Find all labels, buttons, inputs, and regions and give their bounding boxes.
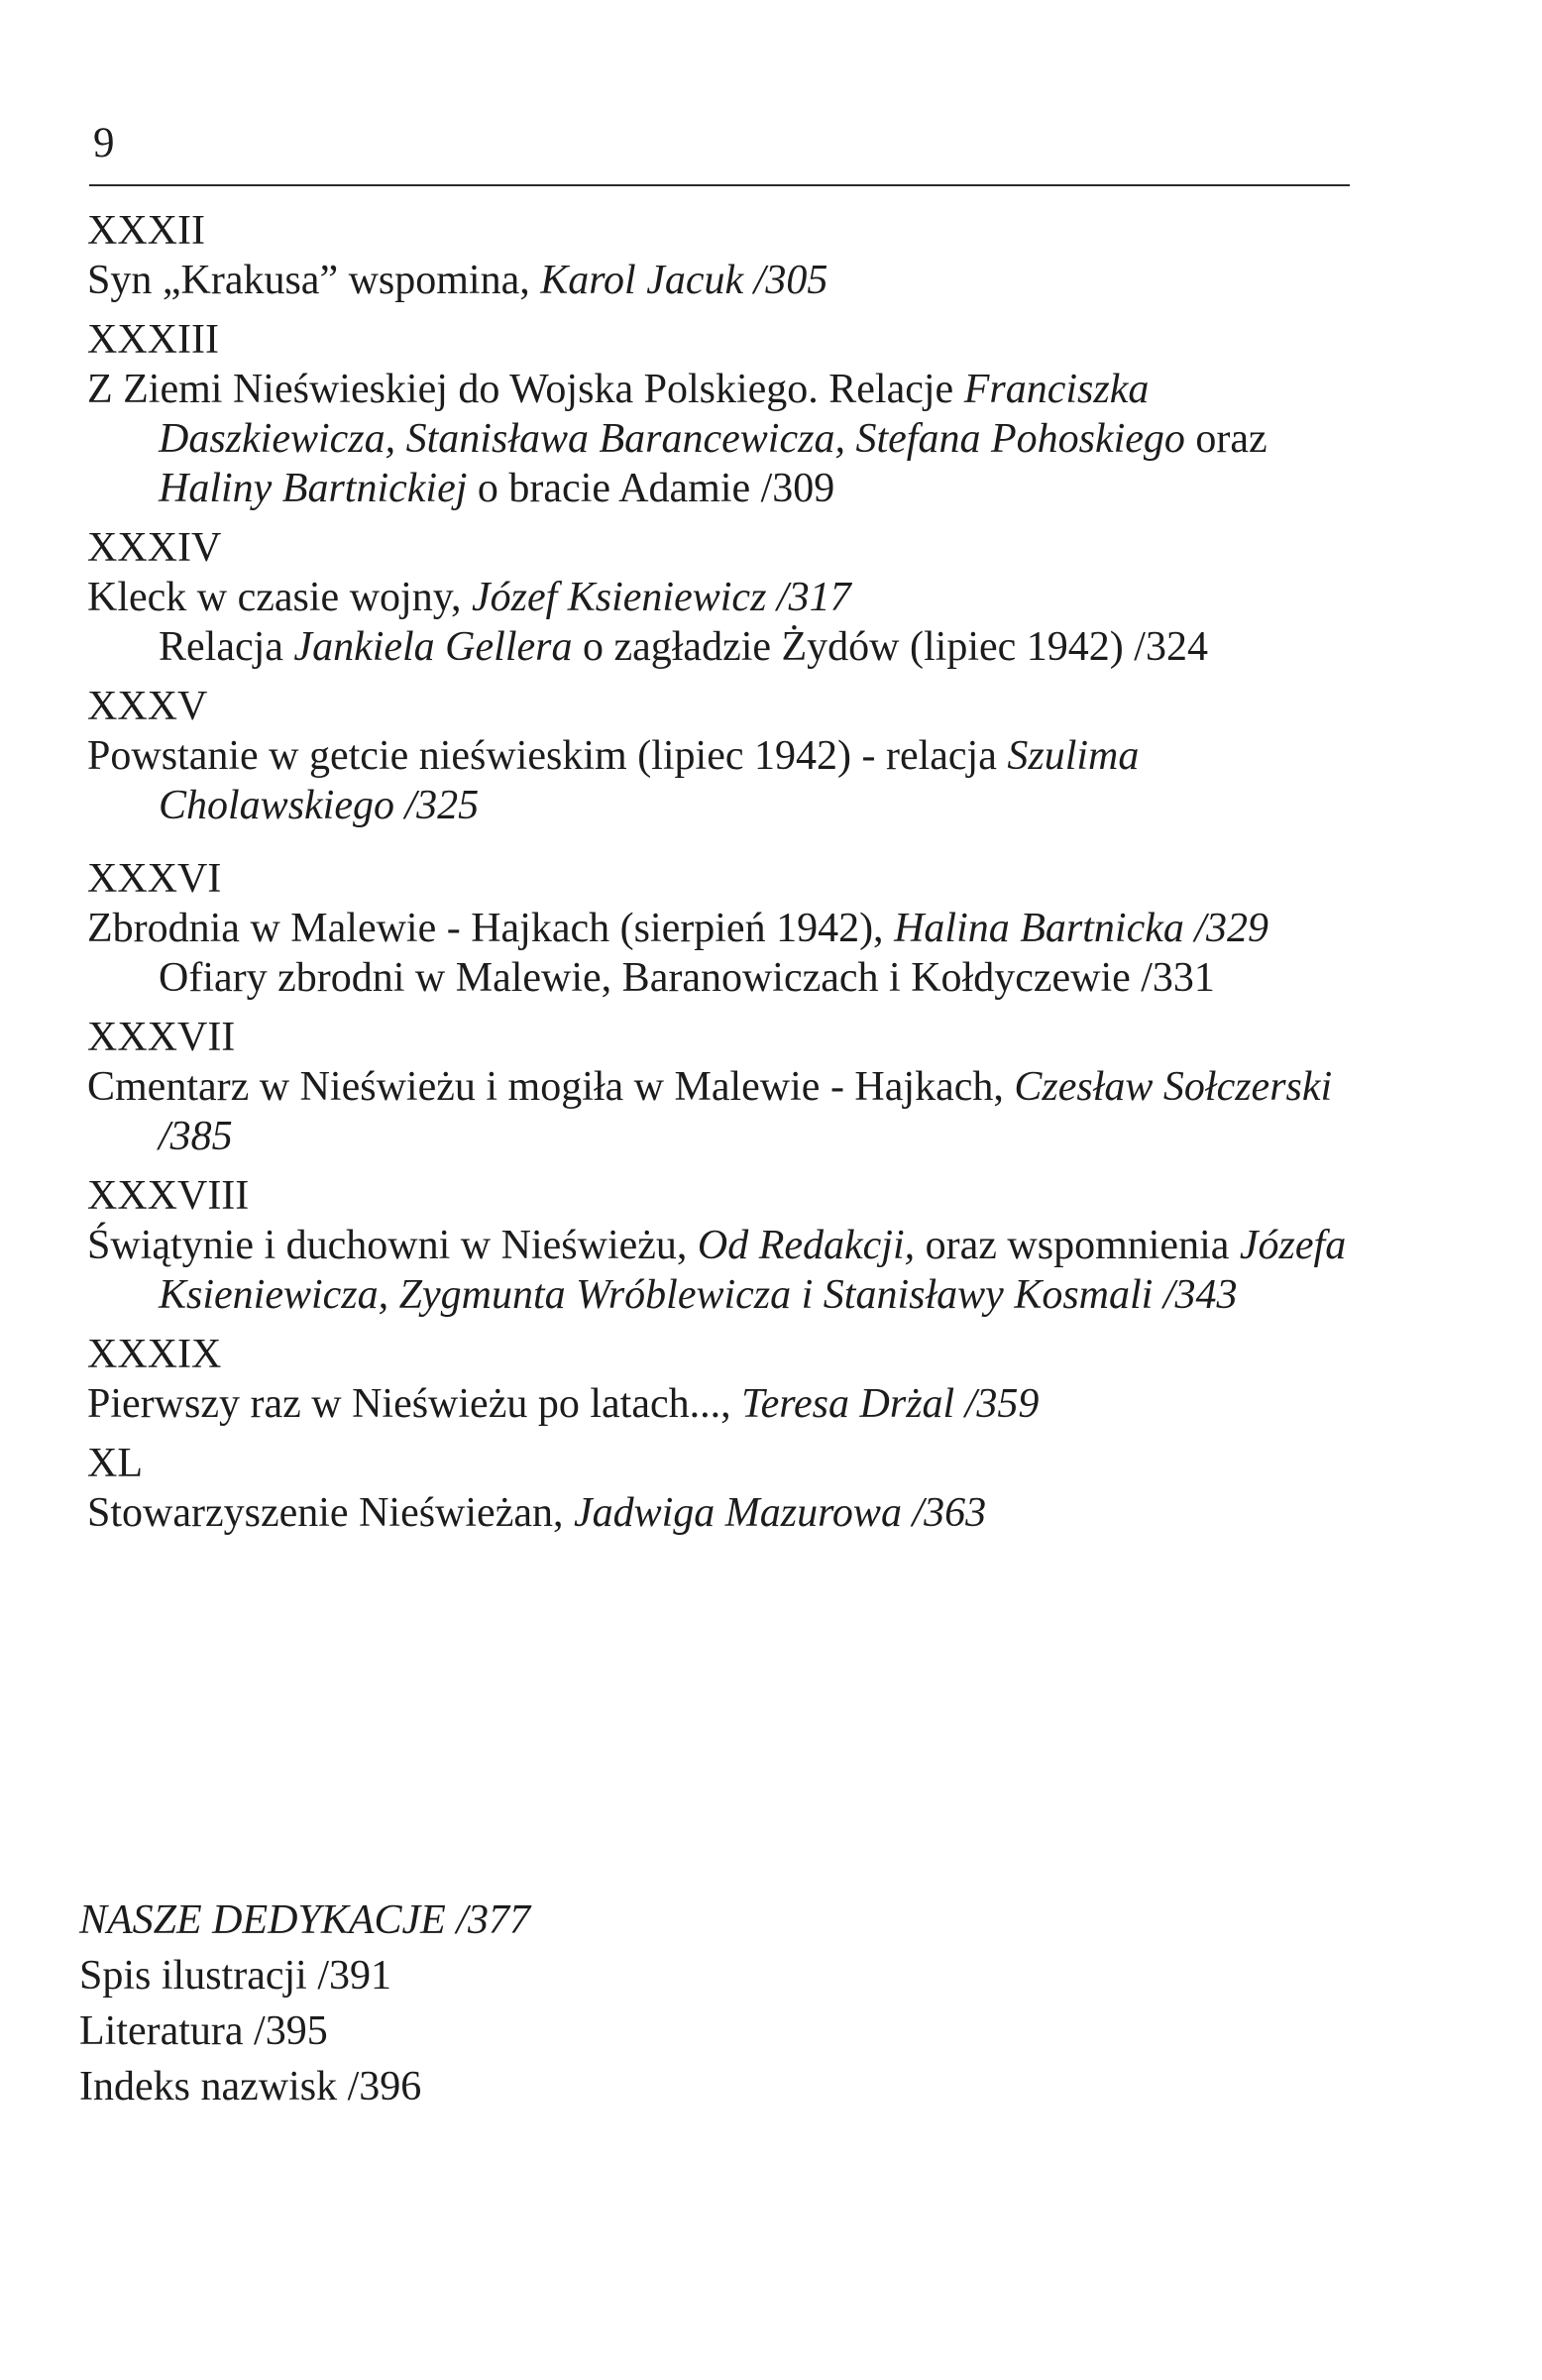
page-ref: o bracie Adamie /309 <box>467 466 835 511</box>
toc-entry-xxxii <box>87 206 1356 305</box>
page-ref: /359 <box>954 1381 1040 1427</box>
chapter-numeral: XXXII <box>87 208 205 254</box>
chapter-title: Stowarzyszenie Nieświeżan, Jadwiga Mazurowa /363 <box>87 1490 987 1536</box>
chapter-title: Syn „Krakusa” wspomina, Karol Jacuk /305 <box>87 258 828 303</box>
chapter-title: Powstanie w getcie nieświeskim (lipiec 1942) - relacja Szulima Cholawskiego /325 <box>87 733 1140 828</box>
table-of-contents <box>87 206 1356 1548</box>
toc-entry-xxxiv <box>87 523 1356 672</box>
toc-entry-xxxvi <box>87 854 1356 1003</box>
author-name: Teresa Drżal <box>741 1381 955 1427</box>
chapter-title: Cmentarz w Nieświeżu i mogiła w Malewie - Hajkach, Czesław Sołczerski /385 <box>87 1064 1333 1159</box>
illustrations-entry: Spis ilustracji /391 <box>79 1953 391 1999</box>
page-ref: /363 <box>901 1490 987 1536</box>
toc-entry-xxxiii <box>87 315 1356 513</box>
toc-entry-xxxvii <box>87 1013 1356 1161</box>
toc-entry-xxxviii <box>87 1171 1356 1320</box>
page-ref: /385 <box>159 1114 233 1159</box>
literature-entry: Literatura /395 <box>79 2008 328 2054</box>
author-name: Czesław Sołczerski <box>1014 1064 1333 1110</box>
chapter-numeral: XXXVII <box>87 1015 236 1060</box>
author-name: Karol Jacuk <box>540 258 744 303</box>
index-entry: Indeks nazwisk /396 <box>79 2064 422 2110</box>
author-name: Franciszka Daszkiewicza, Stanisława Barancewicza, Stefana Pohoskiego <box>159 367 1185 462</box>
chapter-numeral: XXXIX <box>87 1332 222 1377</box>
page-number: 9 <box>93 120 115 166</box>
page-ref: /305 <box>743 258 828 303</box>
toc-entry-xxxix <box>87 1330 1356 1429</box>
author-name: Józef Ksieniewicz <box>471 575 767 620</box>
author-name: Jankiela Gellera <box>293 624 573 670</box>
toc-entry-xl <box>87 1439 1356 1538</box>
page-ref: /329 <box>1183 906 1269 951</box>
toc-entry-xxxv <box>87 682 1356 830</box>
author-name: Haliny Bartnickiej <box>159 466 468 511</box>
chapter-title: Z Ziemi Nieświeskiej do Wojska Polskiego. Relacje Franciszka Daszkiewicza, Stanisława Barancewicza, Stefana Pohoskiego oraz Haliny Bartnickiej o bracie Adamie /309 <box>87 367 1267 511</box>
author-name: Halina Bartnicka <box>894 906 1184 951</box>
chapter-numeral: XXXV <box>87 684 208 729</box>
author-name: Jadwiga Mazurowa <box>573 1490 902 1536</box>
page-ref: /317 <box>766 575 851 620</box>
chapter-subentry: Ofiary zbrodni w Malewie, Baranowiczach i Kołdyczewie /331 <box>159 955 1215 1001</box>
chapter-numeral: XXXIV <box>87 525 222 571</box>
chapter-title: Kleck w czasie wojny, Józef Ksieniewicz /317 <box>87 575 851 620</box>
dedications-entry: NASZE DEDYKACJE /377 <box>79 1897 531 1943</box>
back-matter-list <box>79 1893 530 2114</box>
chapter-numeral: XXXVI <box>87 856 222 902</box>
chapter-numeral: XL <box>87 1441 143 1486</box>
chapter-title: Zbrodnia w Malewie - Hajkach (sierpień 1942), Halina Bartnicka /329 <box>87 906 1269 951</box>
author-name: Szulima Cholawskiego <box>159 733 1140 828</box>
page-ref: /343 <box>1153 1272 1238 1318</box>
chapter-title: Świątynie i duchowni w Nieświeżu, Od Redakcji, oraz wspomnienia Józefa Ksieniewicza, Zygmunta Wróblewicza i Stanisławy Kosmali /343 <box>87 1223 1347 1318</box>
header-rule <box>89 184 1350 186</box>
chapter-numeral: XXXIII <box>87 317 219 363</box>
chapter-title: Pierwszy raz w Nieświeżu po latach..., Teresa Drżal /359 <box>87 1381 1040 1427</box>
author-name: Józefa Ksieniewicza, Zygmunta Wróblewicza i Stanisławy Kosmali <box>159 1223 1347 1318</box>
author-name: Od Redakcji, <box>697 1223 916 1268</box>
chapter-numeral: XXXVIII <box>87 1173 250 1219</box>
page-ref: /325 <box>394 783 480 828</box>
chapter-subentry: Relacja Jankiela Gellera o zagładzie Żydów (lipiec 1942) /324 <box>159 624 1208 670</box>
